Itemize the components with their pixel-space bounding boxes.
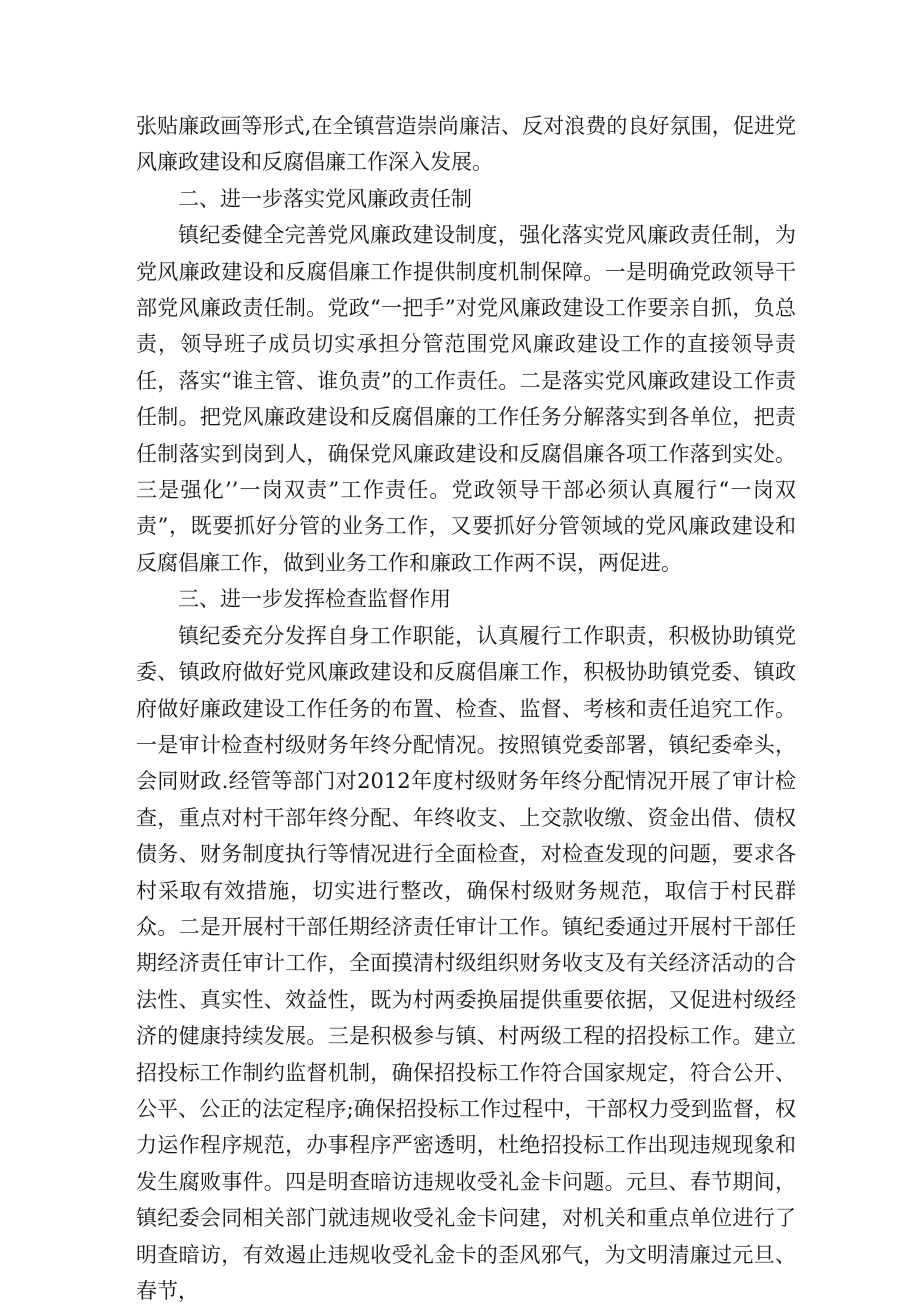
document-body [136, 108, 796, 1309]
section-heading-2: 二、进一步落实党风廉政责任制 [178, 186, 472, 211]
paragraph-supervision: 镇纪委充分发挥自身工作职能，认真履行工作职责，积极协助镇党委、镇政府做好党风廉政建设和反腐倡廉工作，积极协助镇党委、镇政府做好廉政建设工作任务的布置、检查、监督、考核和责任追究工作。一是审计检查村级财务年终分配情况。按照镇党委部署，镇纪委牵头，会同财政.经管等部门对2012年度村级财务年终分配情况开展了审计检查，重点对村干部年终分配、年终收支、上交款收缴、资金出借、债权债务、财务制度执行等情况进行全面检查，对检查发现的问题，要求各村采取有效措施，切实进行整改，确保村级财务规范，取信于村民群众。二是开展村干部任期经济责任审计工作。镇纪委通过开展村干部任期经济责任审计工作，全面摸清村级组织财务收支及有关经济活动的合法性、真实性、效益性，既为村两委换届提供重要依据，又促进村级经济的健康持续发展。三是积极参与镇、村两级工程的招投标工作。建立招投标工作制约监督机制，确保招投标工作符合国家规定，符合公开、公平、公正的法定程序;确保招投标工作过程中，干部权力受到监督，权力运作程序规范，办事程序严密透明，杜绝招投标工作出现违规现象和发生腐败事件。四是明查暗访违规收受礼金卡问题。元旦、春节期间，镇纪委会同相关部门就违规收受礼金卡问建，对机关和重点单位进行了明查暗访，有效遏止违规收受礼金卡的歪风邪气，为文明清廉过元旦、春节， [136, 623, 796, 1303]
paragraph-responsibility-system: 镇纪委健全完善党风廉政建设制度，强化落实党风廉政责任制，为党风廉政建设和反腐倡廉工作提供制度机制保障。一是明确党政领导干部党风廉政责任制。党政“一把手”对党风廉政建设工作要亲自抓，负总责，领导班子成员切实承担分管范围党风廉政建设工作的直接领导责任，落实“谁主管、谁负责”的工作责任。二是落实党风廉政建设工作责任制。把党风廉政建设和反腐倡廉的工作任务分解落实到各单位，把责任制落实到岗到人，确保党风廉政建设和反腐倡廉各项工作落到实处。三是强化’’一岗双责”工作责任。党政领导干部必须认真履行“一岗双责”，既要抓好分管的业务工作，又要抓好分管领域的党风廉政建设和反腐倡廉工作，做到业务工作和廉政工作两不误，两促进。 [136, 223, 796, 575]
section-heading-3: 三、进一步发挥检查监督作用 [178, 587, 451, 612]
paragraph-continuation: 张贴廉政画等形式,在全镇营造崇尚廉洁、反对浪费的良好氛围，促进党风廉政建设和反腐倡廉工作深入发展。 [136, 114, 796, 175]
